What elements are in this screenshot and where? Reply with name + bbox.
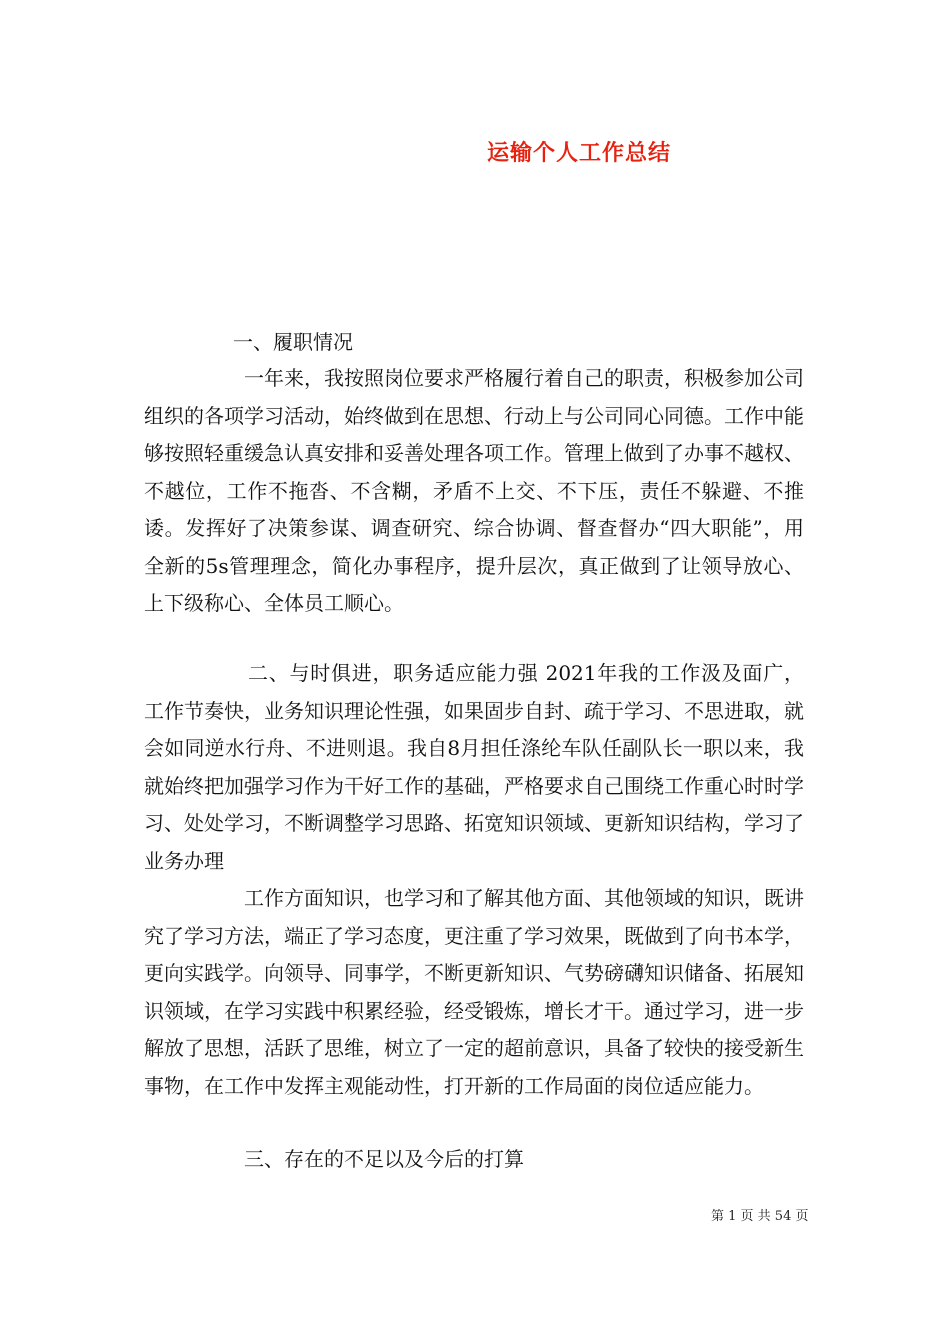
paragraph-1: 一年来，我按照岗位要求严格履行着自己的职责，积极参加公司组织的各项学习活动，始终做到在思想、行动上与公司同心同德。工作中能够按照轻重缓急认真安排和妥善处理各项工作。管理上做到了办事不越权、不越位，工作不拖沓、不含糊，矛盾不上交、不下压，责任不躲避、不推诿。发挥好了决策参谋、调查研究、综合协调、督查督办“四大职能”，用全新的5s管理理念，简化办事程序，提升层次，真正做到了让领导放心、上下级称心、全体员工顺心。: [144, 366, 804, 615]
paragraph-3: 工作方面知识，也学习和了解其他方面、其他领域的知识，既讲究了学习方法，端正了学习态度，更注重了学习效果，既做到了向书本学，更向实践学。向领导、同事学，不断更新知识、气势磅礴知识储备、拓展知识领域，在学习实践中积累经验，经受锻炼，增长才干。通过学习，进一步解放了思想，活跃了思维，树立了一定的超前意识，具备了较快的接受新生事物，在工作中发挥主观能动性，打开新的工作局面的岗位适应能力。: [144, 886, 804, 1098]
paragraph-2-block: [144, 655, 804, 880]
paragraph-3-block: [144, 880, 804, 1105]
document-title: 运输个人工作总结: [487, 140, 672, 166]
paragraph-1-block: [144, 360, 804, 623]
paragraph-2: 二、与时俱进，职务适应能力强 2021年我的工作汲及面广，工作节奏快，业务知识理论性强，如果固步自封、疏于学习、不思进取，就会如同逆水行舟、不进则退。我自8月担任涤纶车队任副队长一职以来，我就始终把加强学习作为干好工作的基础，严格要求自己围绕工作重心时时学习、处处学习，不断调整学习思路、拓宽知识领域、更新知识结构，学习了业务办理: [144, 661, 804, 873]
page-number-footer: 第 1 页 共 54 页: [711, 1209, 809, 1224]
section-heading-1: 一、履职情况: [233, 330, 353, 354]
section-heading-3: 三、存在的不足以及今后的打算: [244, 1147, 524, 1171]
